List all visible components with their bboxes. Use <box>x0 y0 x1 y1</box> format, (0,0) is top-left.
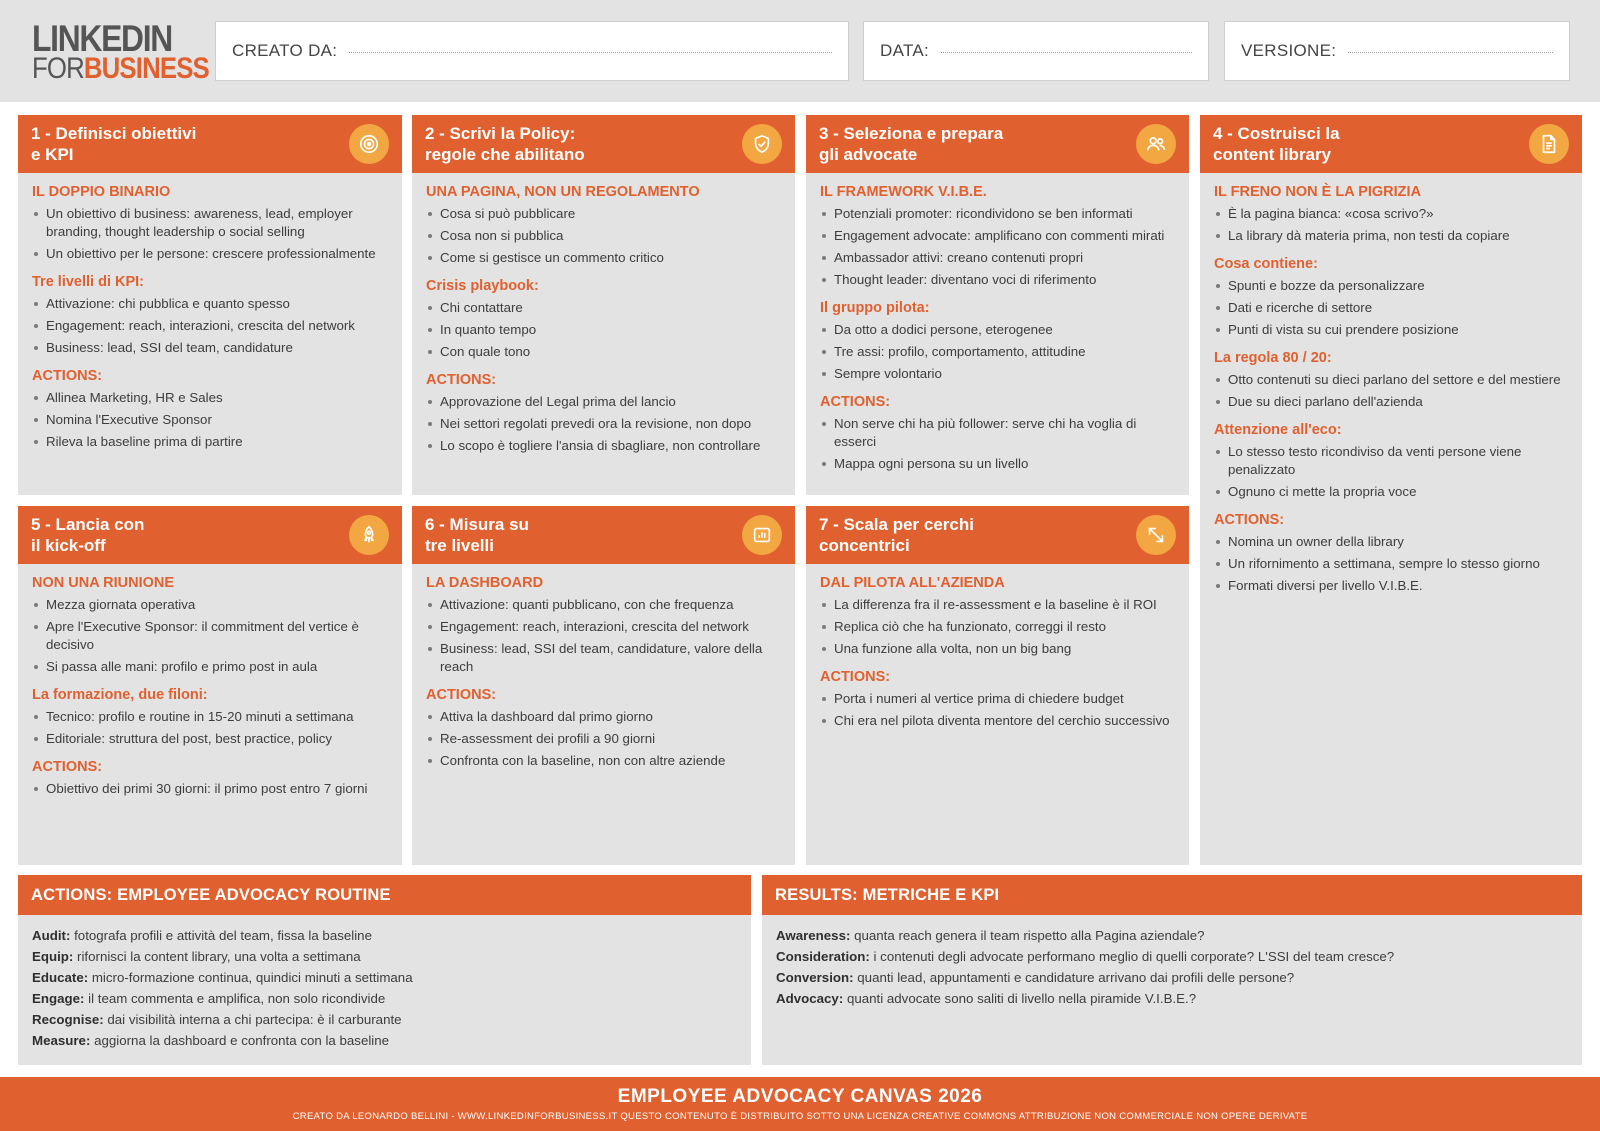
routine-row <box>776 925 1568 946</box>
step-title-line-1: 6 - Misura su <box>425 515 529 534</box>
step-title-line-1: 3 - Seleziona e prepara <box>819 124 1004 143</box>
actions-routine-list <box>18 915 751 1051</box>
list-item: Una funzione alla volta, non un big bang <box>820 640 1175 658</box>
list-item: Sempre volontario <box>820 365 1175 383</box>
list-item: Thought leader: diventano voci di riferimento <box>820 271 1175 289</box>
list-item: Otto contenuti su dieci parlano del settore e del mestiere <box>1214 371 1568 389</box>
list-item: Engagement: reach, interazioni, crescita del network <box>32 317 388 335</box>
routine-row <box>776 967 1568 988</box>
linkedin-for-business-logo <box>32 18 209 85</box>
routine-row <box>32 925 737 946</box>
step-card-body <box>806 173 1189 473</box>
section-list <box>32 389 388 451</box>
section-list <box>426 708 781 770</box>
list-item: Ognuno ci mette la propria voce <box>1214 483 1568 501</box>
step-title-line-1: 2 - Scrivi la Policy: <box>425 124 576 143</box>
list-item: Replica ciò che ha funzionato, correggi il resto <box>820 618 1175 636</box>
section-heading: IL DOPPIO BINARIO <box>32 184 171 200</box>
list-item: Formati diversi per livello V.I.B.E. <box>1214 577 1568 595</box>
results-title: RESULTS: METRICHE E KPI <box>762 875 1582 915</box>
step-card-5 <box>18 506 402 865</box>
row-text: aggiorna la dashboard e confronta con la baseline <box>90 1033 390 1048</box>
routine-row <box>776 946 1568 967</box>
logo-for: FOR <box>32 52 84 85</box>
step-card-3 <box>806 115 1189 495</box>
section-heading: Il gruppo pilota: <box>820 300 930 316</box>
section-list <box>32 708 388 748</box>
date-line <box>941 52 1192 53</box>
section-heading: Crisis playbook: <box>426 278 539 294</box>
step-card-header <box>18 506 402 564</box>
section-list <box>1214 443 1568 501</box>
step-card-header <box>806 506 1189 564</box>
logo-line-1: LINKEDIN <box>32 18 172 59</box>
section-list <box>426 596 781 676</box>
section-list <box>426 393 781 455</box>
row-text: quanti lead, appuntamenti e candidature arrivano dai profili delle persone? <box>853 970 1295 985</box>
section-heading: IL FRAMEWORK V.I.B.E. <box>820 184 987 200</box>
list-item: Cosa non si pubblica <box>426 227 781 245</box>
section-list <box>820 321 1175 383</box>
step-title-line-1: 5 - Lancia con <box>31 515 145 534</box>
list-item: Nomina un owner della library <box>1214 533 1568 551</box>
footer-title: EMPLOYEE ADVOCACY CANVAS 2026 <box>617 1086 983 1107</box>
row-label: Measure: <box>32 1033 91 1048</box>
step-card-body <box>18 173 402 451</box>
section-list <box>820 415 1175 473</box>
routine-row <box>32 946 737 967</box>
section-heading: DAL PILOTA ALL'AZIENDA <box>820 575 1005 591</box>
step-title-line-2: il kick-off <box>31 536 106 555</box>
routine-row <box>32 1030 737 1051</box>
section-heading: Tre livelli di KPI: <box>32 274 145 290</box>
row-label: Advocacy: <box>776 991 844 1006</box>
step-title-line-2: content library <box>1213 145 1332 164</box>
step-card-2 <box>412 115 795 495</box>
list-item: Attivazione: quanti pubblicano, con che frequenza <box>426 596 781 614</box>
footer-bar <box>0 1077 1600 1131</box>
created-by-field[interactable] <box>215 21 849 81</box>
list-item: Confronta con la baseline, non con altre aziende <box>426 752 781 770</box>
results-panel <box>762 875 1582 1065</box>
step-card-body <box>806 564 1189 730</box>
step-card-6 <box>412 506 795 865</box>
list-item: Un rifornimento a settimana, sempre lo stesso giorno <box>1214 555 1568 573</box>
list-item: Attivazione: chi pubblica e quanto spesso <box>32 295 388 313</box>
section-list <box>1214 371 1568 411</box>
created-by-line <box>349 52 832 53</box>
section-heading: ACTIONS: <box>426 687 497 703</box>
actions-routine-panel <box>18 875 751 1065</box>
list-item: Non serve chi ha più follower: serve chi ha voglia di esserci <box>820 415 1175 451</box>
list-item: Rileva la baseline prima di partire <box>32 433 388 451</box>
version-line <box>1348 52 1553 53</box>
list-item: Un obiettivo di business: awareness, lead, employer branding, thought leadership o social selling <box>32 205 388 241</box>
row-label: Audit: <box>32 928 71 943</box>
date-label: DATA: <box>880 41 930 60</box>
section-list <box>426 299 781 361</box>
routine-row <box>32 1009 737 1030</box>
list-item: Nomina l'Executive Sponsor <box>32 411 388 429</box>
users-icon <box>1136 124 1176 164</box>
section-heading: UNA PAGINA, NON UN REGOLAMENTO <box>426 184 700 200</box>
version-label: VERSIONE: <box>1241 41 1337 60</box>
list-item: È la pagina bianca: «cosa scrivo?» <box>1214 205 1568 223</box>
list-item: Chi era nel pilota diventa mentore del cerchio successivo <box>820 712 1175 730</box>
step-title-line-1: 4 - Costruisci la <box>1213 124 1340 143</box>
list-item: Come si gestisce un commento critico <box>426 249 781 267</box>
step-title-line-2: gli advocate <box>819 145 918 164</box>
list-item: Editoriale: struttura del post, best practice, policy <box>32 730 388 748</box>
section-heading: NON UNA RIUNIONE <box>32 575 175 591</box>
header-bar <box>0 0 1600 102</box>
list-item: Si passa alle mani: profilo e primo post in aula <box>32 658 388 676</box>
section-heading: LA DASHBOARD <box>426 575 544 591</box>
list-item: Dati e ricerche di settore <box>1214 299 1568 317</box>
section-list <box>426 205 781 267</box>
list-item: Da otto a dodici persone, eterogenee <box>820 321 1175 339</box>
section-heading: ACTIONS: <box>32 759 103 775</box>
list-item: Approvazione del Legal prima del lancio <box>426 393 781 411</box>
list-item: In quanto tempo <box>426 321 781 339</box>
row-text: dai visibilità interna a chi partecipa: è il carburante <box>103 1012 402 1027</box>
list-item: Obiettivo dei primi 30 giorni: il primo post entro 7 giorni <box>32 780 388 798</box>
rocket-icon <box>349 515 389 555</box>
step-card-4 <box>1200 115 1582 865</box>
list-item: Attiva la dashboard dal primo giorno <box>426 708 781 726</box>
section-list <box>1214 533 1568 595</box>
list-item: Punti di vista su cui prendere posizione <box>1214 321 1568 339</box>
section-list <box>820 205 1175 289</box>
date-field[interactable] <box>863 21 1209 81</box>
row-text: micro-formazione continua, quindici minuti a settimana <box>88 970 413 985</box>
list-item: Re-assessment dei profili a 90 giorni <box>426 730 781 748</box>
list-item: Potenziali promoter: ricondividono se ben informati <box>820 205 1175 223</box>
list-item: La library dà materia prima, non testi da copiare <box>1214 227 1568 245</box>
step-card-header <box>806 115 1189 173</box>
step-card-header <box>412 115 795 173</box>
row-text: il team commenta e amplifica, non solo ricondivide <box>84 991 386 1006</box>
list-item: Cosa si può pubblicare <box>426 205 781 223</box>
list-item: Engagement advocate: amplificano con commenti mirati <box>820 227 1175 245</box>
section-heading: ACTIONS: <box>32 368 103 384</box>
list-item: Business: lead, SSI del team, candidature <box>32 339 388 357</box>
step-card-body <box>18 564 402 798</box>
row-text: i contenuti degli advocate performano meglio di quelli corporate? L'SSI del team cresce? <box>869 949 1395 964</box>
list-item: Porta i numeri al vertice prima di chiedere budget <box>820 690 1175 708</box>
list-item: Spunti e bozze da personalizzare <box>1214 277 1568 295</box>
row-text: rifornisci la content library, una volta a settimana <box>73 949 361 964</box>
section-heading: IL FRENO NON È LA PIGRIZIA <box>1214 184 1422 200</box>
section-list <box>32 295 388 357</box>
list-item: Mezza giornata operativa <box>32 596 388 614</box>
step-card-1 <box>18 115 402 495</box>
step-card-body <box>1200 173 1582 595</box>
list-item: Ambassador attivi: creano contenuti propri <box>820 249 1175 267</box>
list-item: Apre l'Executive Sponsor: il commitment del vertice è decisivo <box>32 618 388 654</box>
section-list <box>32 780 388 798</box>
routine-row <box>776 988 1568 1009</box>
target-icon <box>349 124 389 164</box>
section-heading: ACTIONS: <box>820 669 891 685</box>
expand-icon <box>1136 515 1176 555</box>
document-icon <box>1529 124 1569 164</box>
step-title-line-1: 1 - Definisci obiettivi <box>31 124 197 143</box>
row-text: quanti advocate sono saliti di livello nella piramide V.I.B.E.? <box>843 991 1197 1006</box>
row-label: Awareness: <box>776 928 851 943</box>
step-card-header <box>1200 115 1582 173</box>
section-list <box>32 205 388 263</box>
list-item: Un obiettivo per le persone: crescere professionalmente <box>32 245 388 263</box>
row-label: Equip: <box>32 949 74 964</box>
routine-row <box>32 967 737 988</box>
list-item: Nei settori regolati prevedi ora la revisione, non dopo <box>426 415 781 433</box>
step-card-header <box>18 115 402 173</box>
step-card-header <box>412 506 795 564</box>
list-item: Engagement: reach, interazioni, crescita del network <box>426 618 781 636</box>
section-list <box>1214 205 1568 245</box>
list-item: Chi contattare <box>426 299 781 317</box>
list-item: La differenza fra il re-assessment e la baseline è il ROI <box>820 596 1175 614</box>
list-item: Lo scopo è togliere l'ansia di sbagliare, non controllare <box>426 437 781 455</box>
list-item: Business: lead, SSI del team, candidature, valore della reach <box>426 640 781 676</box>
bar-chart-icon <box>742 515 782 555</box>
section-list <box>820 690 1175 730</box>
section-list <box>820 596 1175 658</box>
step-card-body <box>412 173 795 455</box>
list-item: Mappa ogni persona su un livello <box>820 455 1175 473</box>
step-title-line-2: concentrici <box>819 536 910 555</box>
logo-line-2 <box>32 52 209 85</box>
section-heading: ACTIONS: <box>1214 512 1285 528</box>
list-item: Tre assi: profilo, comportamento, attitudine <box>820 343 1175 361</box>
section-heading: ACTIONS: <box>426 372 497 388</box>
row-label: Educate: <box>32 970 89 985</box>
section-heading: La regola 80 / 20: <box>1214 350 1332 366</box>
section-list <box>32 596 388 676</box>
row-text: quanta reach genera il team rispetto alla Pagina aziendale? <box>850 928 1205 943</box>
row-text: fotografa profili e attività del team, fissa la baseline <box>70 928 372 943</box>
step-card-body <box>412 564 795 770</box>
list-item: Allinea Marketing, HR e Sales <box>32 389 388 407</box>
list-item: Lo stesso testo ricondiviso da venti persone viene penalizzato <box>1214 443 1568 479</box>
created-by-label: CREATO DA: <box>232 41 338 60</box>
row-label: Engage: <box>32 991 85 1006</box>
section-heading: ACTIONS: <box>820 394 891 410</box>
section-heading: Cosa contiene: <box>1214 256 1318 272</box>
version-field[interactable] <box>1224 21 1570 81</box>
row-label: Recognise: <box>32 1012 104 1027</box>
step-title-line-2: regole che abilitano <box>425 145 585 164</box>
section-list <box>1214 277 1568 339</box>
list-item: Tecnico: profilo e routine in 15-20 minuti a settimana <box>32 708 388 726</box>
step-title-line-1: 7 - Scala per cerchi <box>819 515 974 534</box>
step-title-line-2: tre livelli <box>425 536 494 555</box>
list-item: Con quale tono <box>426 343 781 361</box>
row-label: Conversion: <box>776 970 854 985</box>
footer-credit: CREATO DA LEONARDO BELLINI - WWW.LINKEDINFORBUSINESS.IT QUESTO CONTENUTO È DISTRIBUITO SOTTO UNA LICENZA CREATIVE COMMONS ATTRIBUZIONE NON COMMERCIALE NON OPERE DERIVATE <box>292 1111 1308 1122</box>
actions-routine-title: ACTIONS: EMPLOYEE ADVOCACY ROUTINE <box>18 875 751 915</box>
logo-business: BUSINESS <box>83 52 209 85</box>
section-heading: La formazione, due filoni: <box>32 687 208 703</box>
step-title-line-2: e KPI <box>31 145 74 164</box>
row-label: Consideration: <box>776 949 870 964</box>
routine-row <box>32 988 737 1009</box>
shield-check-icon <box>742 124 782 164</box>
results-list <box>762 915 1582 1009</box>
step-card-7 <box>806 506 1189 865</box>
section-heading: Attenzione all'eco: <box>1214 422 1342 438</box>
list-item: Due su dieci parlano dell'azienda <box>1214 393 1568 411</box>
